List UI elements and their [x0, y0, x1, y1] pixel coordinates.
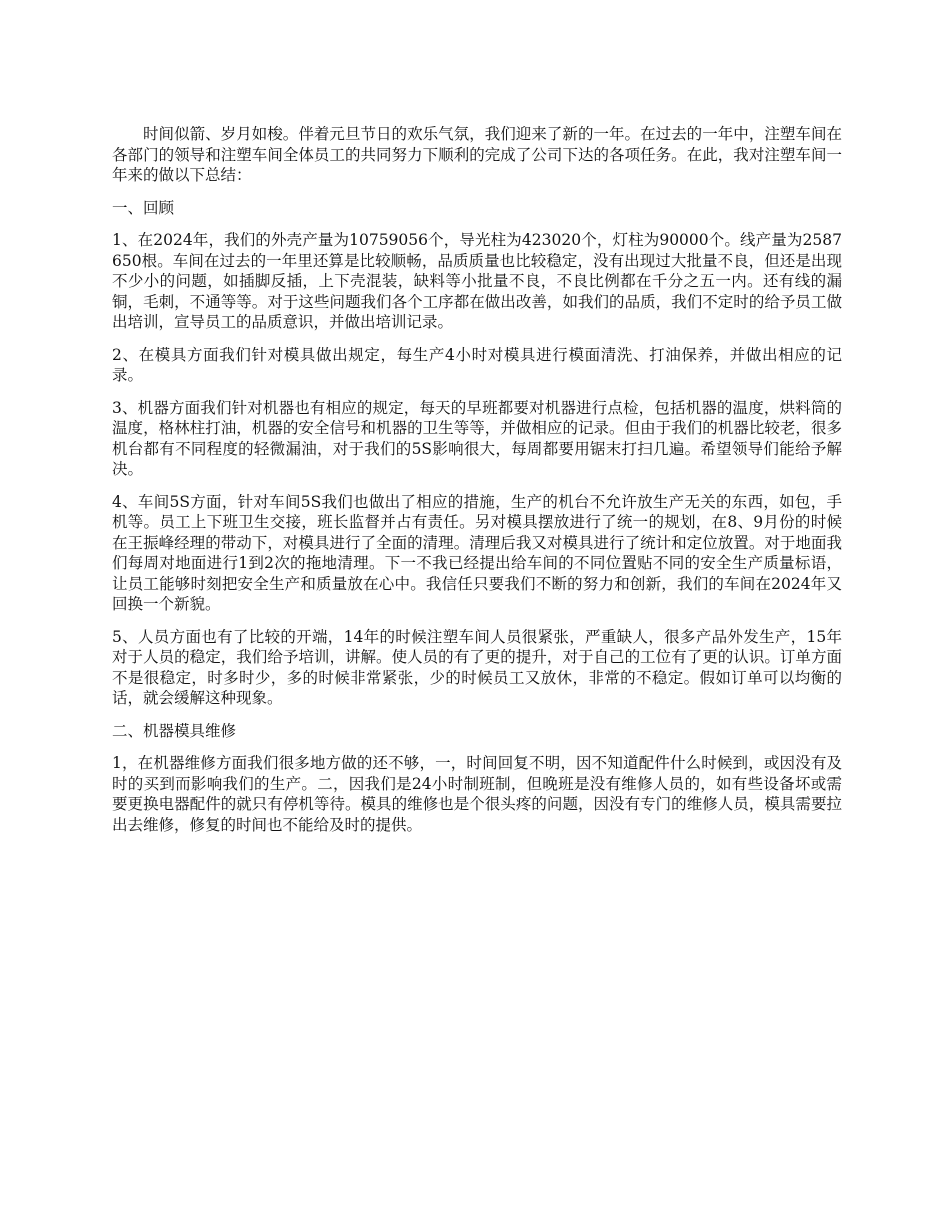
- review-paragraph-3: 3、机器方面我们针对机器也有相应的规定，每天的早班都要对机器进行点检，包括机器的温度，烘料筒的温度，格林柱打油，机器的安全信号和机器的卫生等等，并做相应的记录。但由于我们的机器比较老，很多机台都有不同程度的轻微漏油，对于我们的5S影响很大，每周都要用锯末打扫几遍。希望领导们能给予解决。: [112, 398, 842, 478]
- review-paragraph-4: 4、车间5S方面，针对车间5S我们也做出了相应的措施，生产的机台不允许放生产无关的东西，如包，手机等。员工上下班卫生交接，班长监督并占有责任。另对模具摆放进行了统一的规划，在8、9月份的时候在王振峰经理的带动下，对模具进行了全面的清理。清理后我又对模具进行了统计和定位放置。对于地面我们每周对地面进行1到2次的拖地清理。下一不我已经提出给车间的不同位置贴不同的安全生产质量标语，让员工能够时刻把安全生产和质量放在心中。我信任只要我们不断的努力和创新，我们的车间在2024年又回换一个新貌。: [112, 492, 842, 613]
- intro-paragraph: 时间似箭、岁月如梭。伴着元旦节日的欢乐气氛，我们迎来了新的一年。在过去的一年中，注塑车间在各部门的领导和注塑车间全体员工的共同努力下顺利的完成了公司下达的各项任务。在此，我对注塑车间一年来的做以下总结：: [112, 125, 842, 184]
- review-paragraph-5: 5、人员方面也有了比较的开端，14年的时候注塑车间人员很紧张，严重缺人，很多产品外发生产，15年对于人员的稳定，我们给予培训，讲解。使人员的有了更的提升，对于自己的工位有了更的认识。订单方面不是很稳定，时多时少，多的时候非常紧张，少的时候员工又放休，非常的不稳定。假如订单可以均衡的话，就会缓解这种现象。: [112, 627, 842, 707]
- section-heading-maintenance: 二、机器模具维修: [112, 721, 237, 740]
- review-paragraph-2: 2、在模具方面我们针对模具做出规定，每生产4小时对模具进行模面清洗、打油保养，并做出相应的记录。: [112, 345, 842, 384]
- maintenance-paragraph-1: 1，在机器维修方面我们很多地方做的还不够，一，时间回复不明，因不知道配件什么时候到，或因没有及时的买到而影响我们的生产。二，因我们是24小时制班制，但晚班是没有维修人员的，如有些设备坏或需要更换电器配件的就只有停机等待。模具的维修也是个很头疼的问题，因没有专门的维修人员，模具需要拉出去维修，修复的时间也不能给及时的提供。: [112, 754, 842, 834]
- review-paragraph-1: 1、在2024年，我们的外壳产量为10759056个，导光柱为423020个，灯柱为90000个。线产量为2587650根。车间在过去的一年里还算是比较顺畅，品质质量也比较稳定，没有出现过大批量不良，但还是出现不少小的问题，如插脚反插，上下壳混装，缺料等小批量不良，不良比例都在千分之五一内。还有线的漏铜，毛刺，不通等等。对于这些问题我们各个工序都在做出改善，如我们的品质，我们不定时的给予员工做出培训，宣导员工的品质意识，并做出培训记录。: [112, 231, 842, 331]
- document-body: [112, 124, 842, 847]
- section-heading-review: 一、回顾: [112, 198, 175, 217]
